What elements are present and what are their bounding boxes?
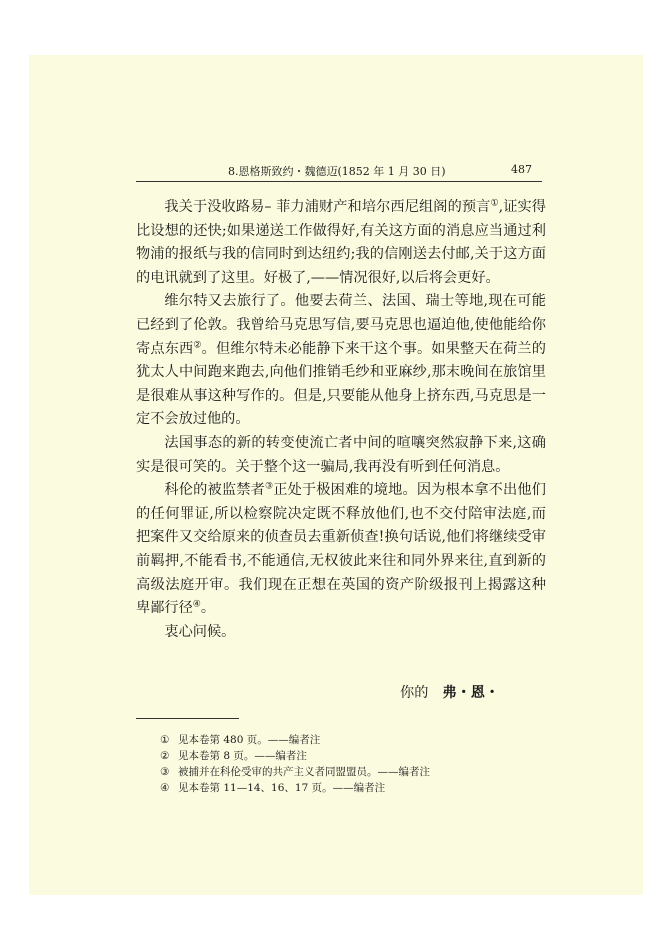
footnote-1 (160, 732, 430, 748)
footnote-mark: ② (160, 750, 170, 762)
footnote-mark: ① (160, 734, 170, 746)
paragraph-text: 。 (200, 600, 216, 617)
footnote-ref-2[interactable]: ② (193, 339, 202, 350)
paragraph-text: ,证实得比设想的还快;如果递送工作做得好,有关这方面的消息应当通过利物浦的报纸与我的信同时到达纽约;我的信刚送去付邮,关于这方面的电讯就到了这里。好极了,——情况很好,以后将会更好。 (136, 199, 546, 286)
paragraph-text: 法国事态的新的转变使流亡者中间的喧嚷突然寂静下来,这确实是很可笑的。关于整个这一骗局,我再没有听到任何消息。 (136, 434, 546, 475)
paragraph-text: 衷心问候。 (164, 623, 236, 640)
footnote-3 (160, 764, 430, 780)
paragraph-text: 正处于极困难的境地。因为根本拿不出他们的任何罪证,所以检察院决定既不释放他们,也不交付陪审法庭,而把案件又交给原来的侦查员去重新侦查!换句话说,他们将继续受审前羁押,不能看书,不能通信,无权彼此来往和同外界来往,直到新的高级法庭开审。我们现在正想在英国的资产阶级报刊上揭露这种卑鄙行径 (136, 482, 546, 617)
letter-body (136, 196, 546, 644)
footnote-text: 见本卷第 480 页。——编者注 (178, 734, 321, 746)
footnote-text: 见本卷第 11—14、16、17 页。——编者注 (178, 782, 386, 794)
signature-name: 弗・恩・ (442, 685, 500, 701)
footnote-mark: ④ (160, 782, 170, 794)
paragraph-text: 。但维尔特未必能静下来干这个事。如果整天在荷兰的犹太人中间跑来跑去,向他们推销毛纱和亚麻纱,那末晚间在旅馆里是很难从事这种写作的。但是,只要能从他身上挤东西,马克思是一定不会放过他的。 (136, 340, 546, 428)
signature-prefix: 你的 (400, 685, 429, 701)
footnote-rule (136, 718, 239, 719)
signature (400, 682, 499, 702)
paragraph-4 (136, 479, 546, 621)
header-rule (136, 181, 542, 182)
footnote-2 (160, 748, 430, 764)
footnote-mark: ③ (160, 766, 170, 778)
footnote-text: 被捕并在科伦受审的共产主义者同盟盟员。——编者注 (178, 766, 430, 778)
page-number: 487 (511, 163, 532, 176)
footnote-text: 见本卷第 8 页。——编者注 (178, 750, 307, 762)
paragraph-3 (136, 432, 546, 479)
paragraph-text: 维尔特又去旅行了。他要去荷兰、法国、瑞士等地,现在可能已经到了伦敦。我曾给马克思写信,要马克思也逼迫他,使他能给你寄点东西 (136, 293, 546, 357)
paragraph-1 (136, 196, 546, 290)
paragraph-5 (136, 621, 546, 645)
footnote-4 (160, 780, 430, 796)
running-header (136, 160, 542, 180)
footnote-ref-1[interactable]: ① (490, 198, 499, 209)
paragraph-text: 我关于没收路易– 菲力浦财产和培尔西尼组阁的预言 (164, 199, 491, 215)
footnotes (160, 732, 430, 796)
footnote-ref-3[interactable]: ③ (264, 481, 274, 492)
footnote-ref-4[interactable]: ④ (192, 599, 201, 610)
header-title: 8.恩格斯致约・魏德迈(1852 年 1 月 30 日) (228, 165, 446, 178)
paragraph-text: 科伦的被监禁者 (164, 482, 265, 499)
paragraph-2 (136, 290, 546, 432)
